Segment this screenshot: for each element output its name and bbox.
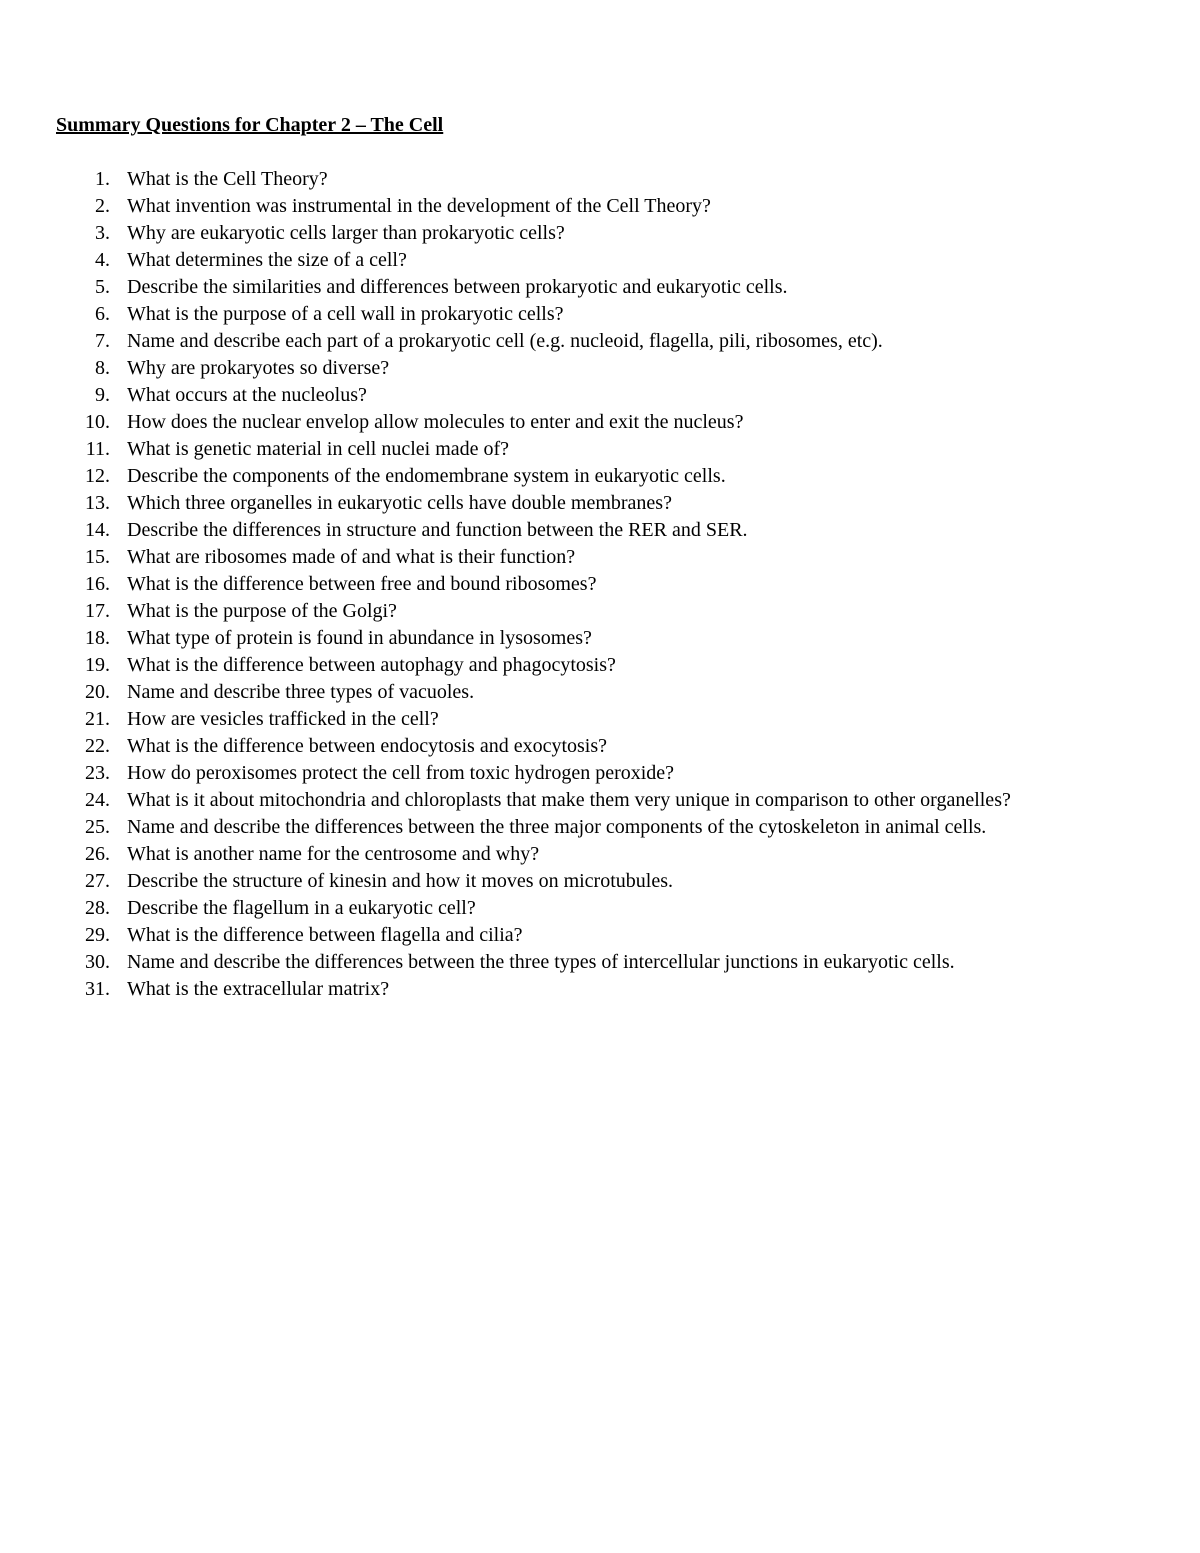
question-text: What is the difference between endocytosis and exocytosis? bbox=[127, 735, 608, 757]
question-item bbox=[56, 463, 1166, 490]
question-number: 19. bbox=[85, 654, 110, 676]
question-item bbox=[56, 868, 1166, 895]
question-text: Name and describe three types of vacuoles. bbox=[127, 681, 475, 703]
question-item bbox=[56, 544, 1166, 571]
question-number: 9. bbox=[95, 384, 110, 406]
question-item bbox=[56, 382, 1166, 409]
question-item bbox=[56, 949, 1166, 976]
question-text: What is the Cell Theory? bbox=[127, 168, 328, 190]
question-number: 30. bbox=[85, 951, 110, 973]
question-text: What is the difference between autophagy and phagocytosis? bbox=[127, 654, 616, 676]
question-number: 26. bbox=[85, 843, 110, 865]
question-item bbox=[56, 328, 1166, 355]
question-text: What invention was instrumental in the development of the Cell Theory? bbox=[127, 195, 711, 217]
question-item bbox=[56, 625, 1166, 652]
question-list bbox=[56, 166, 1166, 1003]
question-text: What is the difference between flagella and cilia? bbox=[127, 924, 523, 946]
question-text: Which three organelles in eukaryotic cells have double membranes? bbox=[127, 492, 672, 514]
question-number: 4. bbox=[95, 249, 110, 271]
question-item bbox=[56, 355, 1166, 382]
question-number: 23. bbox=[85, 762, 110, 784]
question-item bbox=[56, 760, 1166, 787]
question-item bbox=[56, 976, 1166, 1003]
question-number: 3. bbox=[95, 222, 110, 244]
question-number: 12. bbox=[85, 465, 110, 487]
question-item bbox=[56, 814, 1166, 841]
question-number: 15. bbox=[85, 546, 110, 568]
question-item bbox=[56, 490, 1166, 517]
question-item bbox=[56, 706, 1166, 733]
question-item bbox=[56, 922, 1166, 949]
question-text: What is the purpose of a cell wall in prokaryotic cells? bbox=[127, 303, 564, 325]
question-number: 16. bbox=[85, 573, 110, 595]
question-item bbox=[56, 247, 1166, 274]
question-item bbox=[56, 841, 1166, 868]
question-number: 8. bbox=[95, 357, 110, 379]
question-text: Describe the similarities and differences between prokaryotic and eukaryotic cells. bbox=[127, 276, 788, 298]
question-text: Name and describe the differences between the three types of intercellular junctions in eukaryotic cells. bbox=[127, 951, 955, 973]
question-text: How do peroxisomes protect the cell from toxic hydrogen peroxide? bbox=[127, 762, 675, 784]
question-number: 22. bbox=[85, 735, 110, 757]
question-item bbox=[56, 733, 1166, 760]
question-text: Describe the structure of kinesin and how it moves on microtubules. bbox=[127, 870, 673, 892]
question-number: 21. bbox=[85, 708, 110, 730]
question-number: 25. bbox=[85, 816, 110, 838]
question-text: What determines the size of a cell? bbox=[127, 249, 407, 271]
question-text: Why are eukaryotic cells larger than prokaryotic cells? bbox=[127, 222, 565, 244]
question-item bbox=[56, 220, 1166, 247]
question-item bbox=[56, 571, 1166, 598]
question-text: What is the extracellular matrix? bbox=[127, 978, 390, 1000]
question-text: What is another name for the centrosome and why? bbox=[127, 843, 540, 865]
question-text: Name and describe each part of a prokaryotic cell (e.g. nucleoid, flagella, pili, ribosomes, etc). bbox=[127, 330, 883, 352]
question-text: What is genetic material in cell nuclei made of? bbox=[127, 438, 510, 460]
question-text: What is it about mitochondria and chloroplasts that make them very unique in comparison to other organelles? bbox=[127, 789, 1011, 811]
question-item bbox=[56, 895, 1166, 922]
question-text: What type of protein is found in abundance in lysosomes? bbox=[127, 627, 592, 649]
question-number: 27. bbox=[85, 870, 110, 892]
question-item bbox=[56, 301, 1166, 328]
question-number: 31. bbox=[85, 978, 110, 1000]
question-text: Describe the components of the endomembrane system in eukaryotic cells. bbox=[127, 465, 726, 487]
question-text: Describe the differences in structure and function between the RER and SER. bbox=[127, 519, 748, 541]
question-item bbox=[56, 193, 1166, 220]
question-number: 11. bbox=[85, 438, 110, 460]
question-item bbox=[56, 166, 1166, 193]
question-number: 18. bbox=[85, 627, 110, 649]
question-item bbox=[56, 787, 1166, 814]
question-number: 7. bbox=[95, 330, 110, 352]
question-text: What is the difference between free and bound ribosomes? bbox=[127, 573, 597, 595]
question-number: 6. bbox=[95, 303, 110, 325]
question-text: How are vesicles trafficked in the cell? bbox=[127, 708, 439, 730]
question-number: 1. bbox=[95, 168, 110, 190]
question-item bbox=[56, 652, 1166, 679]
question-item bbox=[56, 409, 1166, 436]
question-item bbox=[56, 436, 1166, 463]
question-text: Why are prokaryotes so diverse? bbox=[127, 357, 390, 379]
question-number: 20. bbox=[85, 681, 110, 703]
question-number: 14. bbox=[85, 519, 110, 541]
question-number: 13. bbox=[85, 492, 110, 514]
question-text: Name and describe the differences between the three major components of the cytoskeleton in animal cells. bbox=[127, 816, 987, 838]
question-number: 28. bbox=[85, 897, 110, 919]
question-number: 2. bbox=[95, 195, 110, 217]
question-item bbox=[56, 679, 1166, 706]
document-title: Summary Questions for Chapter 2 – The Cell bbox=[56, 114, 444, 136]
question-text: What are ribosomes made of and what is their function? bbox=[127, 546, 576, 568]
question-item bbox=[56, 598, 1166, 625]
question-text: How does the nuclear envelop allow molecules to enter and exit the nucleus? bbox=[127, 411, 744, 433]
question-item bbox=[56, 274, 1166, 301]
question-number: 5. bbox=[95, 276, 110, 298]
question-text: What is the purpose of the Golgi? bbox=[127, 600, 397, 622]
question-text: What occurs at the nucleolus? bbox=[127, 384, 367, 406]
question-text: Describe the flagellum in a eukaryotic cell? bbox=[127, 897, 476, 919]
question-number: 24. bbox=[85, 789, 110, 811]
question-number: 10. bbox=[85, 411, 110, 433]
question-item bbox=[56, 517, 1166, 544]
question-number: 29. bbox=[85, 924, 110, 946]
question-number: 17. bbox=[85, 600, 110, 622]
